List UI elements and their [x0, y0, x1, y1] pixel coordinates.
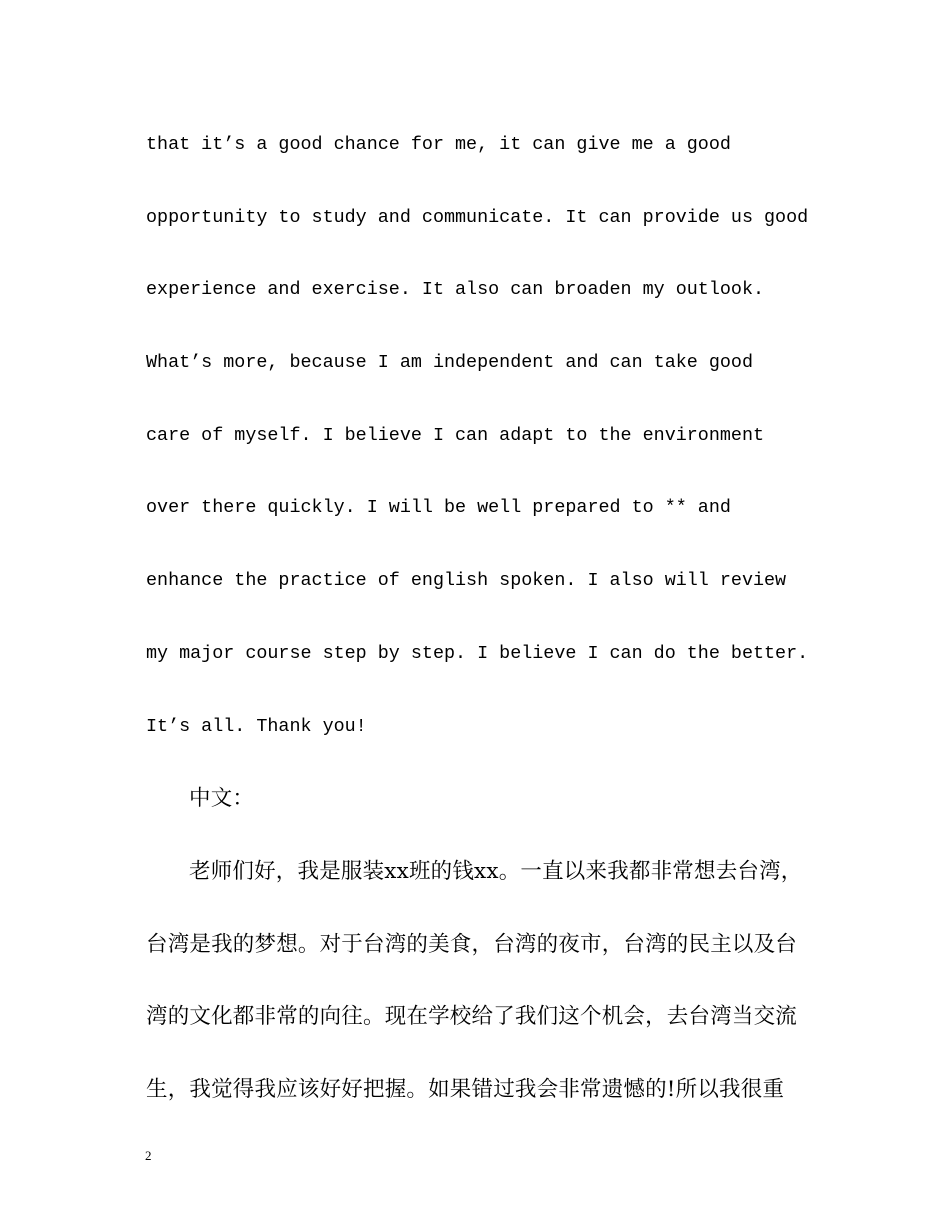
chinese-heading: 中文： [189, 786, 255, 812]
chinese-line-4: 生，我觉得我应该好好把握。如果错过我会非常遗憾的!所以我很重 [146, 1076, 785, 1102]
chinese-line-2: 台湾是我的梦想。对于台湾的美食，台湾的夜市，台湾的民主以及台 [146, 931, 798, 957]
english-line-7: enhance the practice of english spoken. I also will review [146, 570, 787, 592]
english-line-3: experience and exercise. It also can broaden my outlook. [146, 279, 765, 301]
english-line-1: that it’s a good chance for me, it can give me a good [146, 134, 731, 155]
english-line-5: care of myself. I believe I can adapt to the environment [146, 424, 765, 446]
english-line-2: opportunity to study and communicate. It can provide us good [146, 206, 809, 228]
english-line-4: What’s more, because I am independent and can take good [146, 352, 753, 374]
english-line-9: It’s all. Thank you! [146, 715, 367, 737]
chinese-line-1: 老师们好，我是服装xx班的钱xx。一直以来我都非常想去台湾， [189, 858, 803, 884]
chinese-line-3: 湾的文化都非常的向往。现在学校给了我们这个机会，去台湾当交流 [146, 1004, 798, 1030]
english-line-6: over there quickly. I will be well prepared to ** and [146, 497, 731, 519]
document-body [146, 123, 826, 1141]
page-number: 2 [145, 1148, 152, 1163]
english-line-8: my major course step by step. I believe I can do the better. [146, 642, 809, 664]
